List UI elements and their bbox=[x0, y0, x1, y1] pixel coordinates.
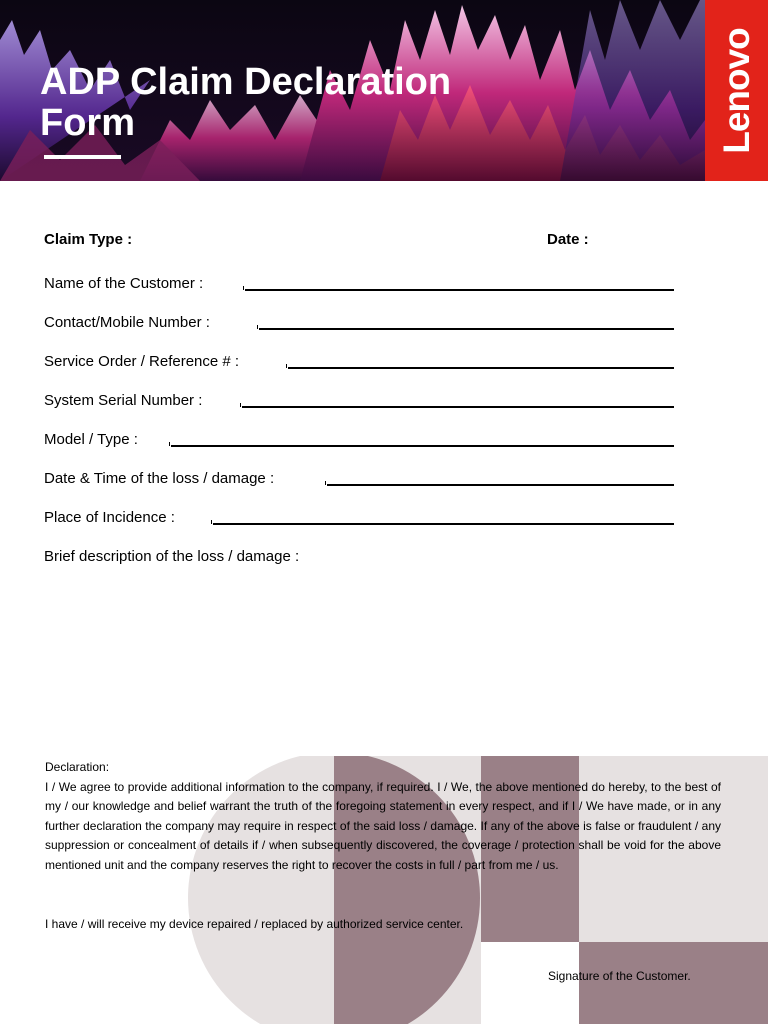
logo-text: Lenovo bbox=[715, 27, 757, 154]
field-tick bbox=[257, 325, 258, 329]
model-type-label: Model / Type : bbox=[44, 431, 138, 448]
field-tick bbox=[240, 403, 241, 407]
customer-name-field[interactable] bbox=[245, 289, 674, 291]
page-title: ADP Claim Declaration Form bbox=[40, 61, 452, 144]
field-tick bbox=[243, 286, 244, 290]
service-order-field[interactable] bbox=[288, 367, 674, 369]
header-banner bbox=[0, 0, 768, 181]
loss-datetime-label: Date & Time of the loss / damage : bbox=[44, 470, 275, 487]
declaration-body: I / We agree to provide additional information to the company, if required. I / We, the above mentioned do hereby, to the best of my / our knowledge and belief warrant the truth of the foregoing statement in every respect, and if I / We have made, or in any further declaration the company may require in respect of the said loss / damage. If any of the above is false or fraudulent / any suppression or concealment of details if / when subsequently discovered, the coverage / protection shall be void for the above mentioned unit and the company reserves the right to recover the costs in full / part from me / us. bbox=[45, 779, 721, 872]
serial-number-field[interactable] bbox=[242, 406, 674, 408]
contact-number-field[interactable] bbox=[259, 328, 674, 330]
field-tick bbox=[169, 442, 170, 446]
loss-datetime-field[interactable] bbox=[327, 484, 674, 486]
customer-name-label: Name of the Customer : bbox=[44, 275, 204, 292]
contact-number-label: Contact/Mobile Number : bbox=[44, 314, 210, 331]
declaration-section bbox=[45, 758, 721, 875]
field-tick bbox=[325, 481, 326, 485]
repair-statement: I have / will receive my device repaired / replaced by authorized service center. bbox=[45, 917, 464, 931]
title-underline bbox=[44, 155, 121, 159]
incidence-place-label: Place of Incidence : bbox=[44, 509, 175, 526]
field-tick bbox=[286, 364, 287, 368]
declaration-heading: Declaration: bbox=[45, 760, 110, 774]
serial-number-label: System Serial Number : bbox=[44, 392, 203, 409]
model-type-field[interactable] bbox=[171, 445, 674, 447]
signature-label: Signature of the Customer. bbox=[548, 969, 691, 983]
service-order-label: Service Order / Reference # : bbox=[44, 353, 240, 370]
date-label: Date : bbox=[547, 231, 589, 248]
description-label: Brief description of the loss / damage : bbox=[44, 548, 300, 565]
field-tick bbox=[211, 520, 212, 524]
claim-type-label: Claim Type : bbox=[44, 231, 133, 248]
incidence-place-field[interactable] bbox=[213, 523, 674, 525]
lenovo-logo bbox=[705, 0, 768, 181]
